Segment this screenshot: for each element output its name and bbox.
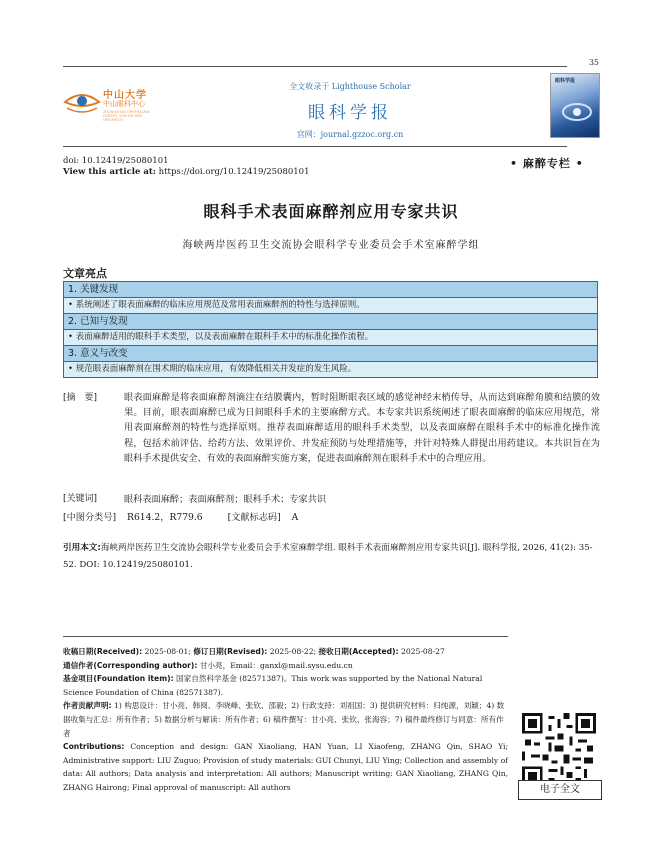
highlight-head-1: 1. 关键发现 [64,282,597,297]
highlights-heading: 文章亮点 [63,267,107,280]
citation-text: 海峡两岸医药卫生交流协会眼科学专业委员会手术室麻醉学组. 眼科手术表面麻醉剂应用专家共识[J]. 眼科学报, 2026, 41(2): 35-52. DOI: 10.12419/25080101. [63,543,593,570]
header-bottom-rule [63,146,567,147]
highlight-head-3: 3. 意义与改变 [64,345,597,361]
highlights-box [63,281,598,378]
journal-website[interactable]: 官网：journal.gzzoc.org.cn [296,130,404,139]
highlight-body-3: • 规范眼表面麻醉剂在围术期的临床应用，有效降低相关并发症的发生风险。 [64,361,597,377]
received-date: 2025-08-01; [144,647,191,656]
cover-title: 眼科学报 [555,78,576,84]
logo-subname: 中山眼科中心 [103,100,145,108]
contributions-cn [63,699,508,740]
journal-cover-image [550,73,600,138]
page-number: 35 [588,58,599,67]
citation [63,540,598,574]
doi-block [63,156,310,178]
journal-header [240,81,460,140]
contributions-en [63,740,508,794]
abstract-label: [摘 要] [63,393,98,403]
eye-logo-icon [63,90,101,114]
doi-text: doi: 10.12419/25080101 [63,156,169,166]
accepted-date: 2025-08-27 [401,647,445,656]
revised-date: 2025-08-22; [269,647,317,656]
qr-label: 电子全文 [518,780,602,800]
classification-value: R614.2，R779.6 [127,512,203,523]
document-code-label: [文献标志码] [227,512,281,523]
highlight-head-2: 2. 已知与发现 [64,313,597,329]
view-label: View this article at: [63,167,156,177]
classification-label: [中图分类号] [63,512,117,523]
article-title: 眼科手术表面麻醉剂应用专家共识 [203,202,459,221]
highlight-body-2: • 表面麻醉适用的眼科手术类型，以及表面麻醉在眼科手术中的标准化操作流程。 [64,329,597,345]
footnotes [63,645,508,795]
abstract-text: 眼表面麻醉是将表面麻醉剂滴注在结膜囊内，暂时阻断眼表区域的感觉神经末梢传导，从而达到麻醉角膜和结膜的效果。目前，眼表面麻醉已成为日间眼科手术的主要麻醉方式。本专家共识系统阐述了眼表面麻醉的临床应用规范，常用表面麻醉剂的特性与选择原则。推荐表面麻醉适用的眼科手术类型，以及表面麻醉在眼科手术中的标准化操作流程，包括术前评估、给药方法、效果评价、并发症预防与处理措施等，并针对特殊人群提出用药建议。本共识旨在为眼科手术提供安全、有效的表面麻醉实施方案，促进表面麻醉剂在眼科手术中的合理应用。 [124,392,600,464]
keywords-text: 眼科表面麻醉；表面麻醉剂；眼科手术；专家共识 [124,494,327,505]
logo-english: ZHONGSHAN OPHTHALMIC CENTER, SUN YAT-SEN UNIVERSITY [103,110,151,122]
institution-logo [63,84,163,126]
revised-label: 修订日期(Revised): [193,647,268,656]
indexed-line: 全文收录于 Lighthouse Scholar [289,82,411,91]
author-group: 海峡两岸医药卫生交流协会眼科学专业委员会手术室麻醉学组 [182,240,480,251]
foundation-line [63,672,508,699]
logo-name: 中山大学 [103,90,147,101]
corresponding-value[interactable]: 甘小亮，Email：ganxl@mail.sysu.edu.cn [199,660,353,670]
highlight-body-1: • 系统阐述了眼表面麻醉的临床应用规范及常用表面麻醉剂的特性与选择原则。 [64,297,597,313]
qr-code-icon[interactable] [522,713,596,787]
doi-link[interactable]: https://doi.org/10.12419/25080101 [158,167,310,177]
contributions-cn-value: 1) 构思设计：甘小亮、韩阅、李晓峰、张钦、邵毅；2) 行政支持：刘祖国；3) 提供研究材料：归纯源，刘颖；4) 数据收集与汇总：所有作者；5) 数据分析与解读：所有作者；6) 稿件撰写：甘小亮、张钦、张海容；7) 稿件最终修订与同意：所有作者 [63,701,505,738]
contributions-en-label: Contributions: [63,742,125,752]
citation-label: 引用本文: [63,543,101,553]
keywords-label: [关键词] [63,494,98,504]
contributions-cn-label: 作者贡献声明: [63,701,112,711]
corresponding-line [63,659,508,673]
document-code-value: A [291,512,299,523]
foundation-value: 国家自然科学基金 (82571387)。This work was supported by the National Natural Science Foundation of China (82571387). [63,674,483,697]
foundation-label: 基金项目(Foundation item): [63,674,174,684]
received-label: 收稿日期(Received): [63,647,143,656]
footnote-rule [63,636,508,637]
dates-line [63,645,508,659]
journal-title: 眼科学报 [308,103,392,123]
column-label: • 麻醉专栏 • [510,157,584,170]
classification-line [63,509,298,523]
cover-eye-graphic [551,74,599,137]
accepted-label: 接收日期(Accepted): [318,647,399,656]
corresponding-label: 通信作者(Corresponding author): [63,660,198,670]
header-rule [63,66,567,67]
contributions-en-value: Conception and design: GAN Xiaoliang, HAN Yuan, LI Xiaofeng, ZHANG Qin, SHAO Yi; Administrative support: LIU Zuguo; Provision of study materials: GUI Chunyi, LIU Ying; Collection and assembly of data: All authors; Data analysis and interpretation: All authors; Manuscript writing: GAN Xiaoliang, ZHANG Qin, ZHANG Hairong; Final approval of manuscript: All authors [63,742,508,792]
